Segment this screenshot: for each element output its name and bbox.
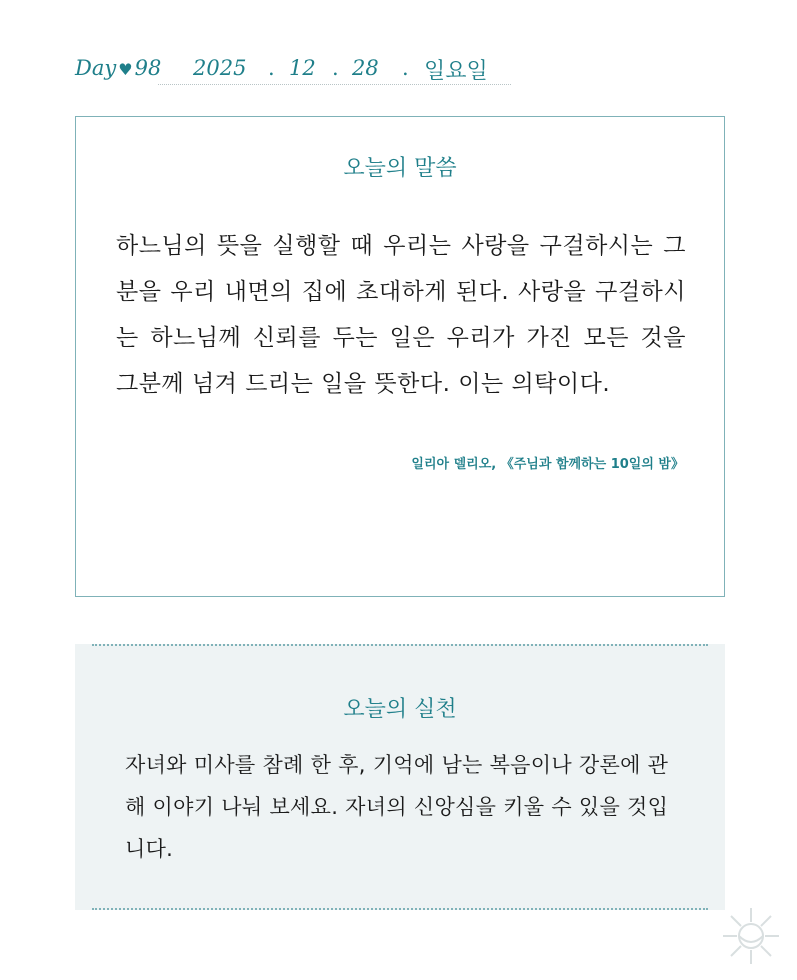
date-month: 12: [289, 56, 316, 80]
verse-source: 일리아 델리오, 《주님과 함께하는 10일의 밤》: [411, 457, 684, 472]
day-number: 98: [134, 56, 162, 80]
date-day: 28: [352, 56, 379, 80]
practice-title: 오늘의 실천: [343, 697, 457, 722]
date-dot: .: [402, 56, 409, 80]
practice-box: [75, 644, 725, 910]
heart-icon: ♥: [118, 60, 133, 79]
divider-top: [92, 644, 708, 646]
verse-body: 하느님의 뜻을 실행할 때 우리는 사랑을 구걸하시는 그분을 우리 내면의 집에 초대하게 된다. 사랑을 구걸하시는 하느님께 신뢰를 두는 일은 우리가 가진 모든 것을 그분께 넘겨 드리는 일을 뜻한다. 이는 의탁이다.: [116, 233, 686, 397]
date-underline: [158, 84, 511, 85]
day-label: [75, 56, 161, 80]
publisher-logo-icon: [721, 906, 781, 966]
date-dot: .: [332, 56, 339, 80]
verse-title: 오늘의 말씀: [343, 156, 457, 181]
verse-box: [75, 116, 725, 597]
date-dot: .: [268, 56, 275, 80]
divider-bottom: [92, 908, 708, 910]
day-prefix: Day: [75, 56, 117, 80]
date-year: 2025: [193, 56, 247, 80]
practice-body: 자녀와 미사를 참례 한 후, 기억에 남는 복음이나 강론에 관해 이야기 나눠 보세요. 자녀의 신앙심을 키울 수 있을 것입니다.: [125, 753, 669, 861]
date-weekday: 일요일: [424, 59, 488, 84]
